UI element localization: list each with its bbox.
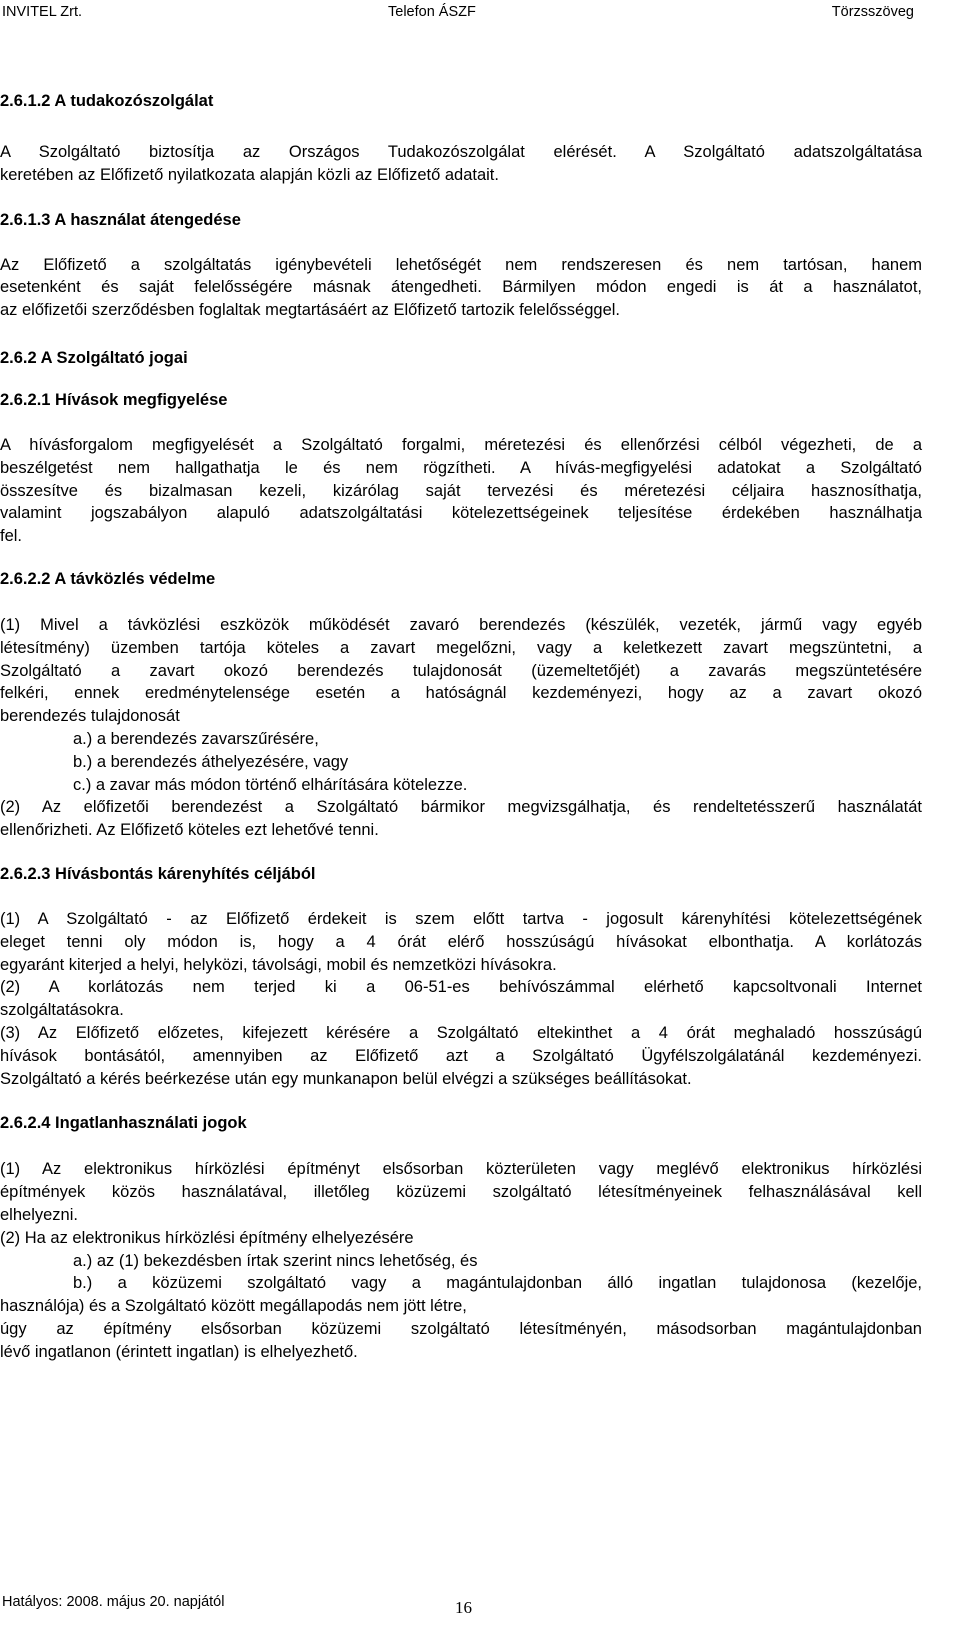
paragraph-line: ellenőrizheti. Az Előfizető köteles ezt lehetővé tenni.	[0, 821, 379, 840]
paragraph-line: (3) Az Előfizető előzetes, kifejezett kérésére a Szolgáltató eltekinthet a 4 órát meghaladó hosszúságú	[0, 1023, 922, 1042]
section-title-2-6-2-1: 2.6.2.1 Hívások megfigyelése	[0, 390, 228, 409]
paragraph-line: összesítve és bizalmasan kezeli, kizárólag saját tervezési és méretezési céljaira hasznosíthatja,	[0, 481, 922, 500]
paragraph-line: (2) A korlátozás nem terjed ki a 06-51-es behívószámmal elérhető kapcsoltvonali Internet	[0, 978, 922, 997]
paragraph-line: felkéri, ennek eredménytelensége esetén a hatóságnál kezdeményezi, hogy az a zavart okozó	[0, 684, 922, 703]
section-title-2-6-2-4: 2.6.2.4 Ingatlanhasználati jogok	[0, 1114, 247, 1133]
paragraph-line: eleget tenni oly módon is, hogy a 4 órát elérő hosszúságú hívásokat elbonthatja. A korlátozás	[0, 932, 922, 951]
paragraph-line: beszélgetést nem hallgathatja le és nem rögzítheti. A hívás-megfigyelési adatokat a Szolgáltató	[0, 458, 922, 477]
list-item-continuation: használója) és a Szolgáltató között megállapodás nem jött létre,	[0, 1297, 467, 1316]
paragraph-line: (2) Az előfizetői berendezést a Szolgáltató bármikor megvizsgálhatja, és rendeltetésszerű használatát	[0, 798, 922, 817]
paragraph-line: építmények közös használatával, illetőleg közüzemi szolgáltató létesítményeinek felhasználásával kell	[0, 1183, 922, 1202]
paragraph-line: elhelyezni.	[0, 1205, 78, 1224]
section-title-2-6-1-3: 2.6.1.3 A használat átengedése	[0, 210, 241, 229]
paragraph-line: Az Előfizető a szolgáltatás igénybevételi lehetőségét nem rendszeresen és nem tartósan, hanem	[0, 255, 922, 274]
header-company: INVITEL Zrt.	[2, 4, 83, 20]
paragraph-line: hívások bontásától, amennyiben az Előfizető azt a Szolgáltató Ügyfélszolgálatánál kezdeményezi.	[0, 1046, 922, 1065]
page-number: 16	[455, 1598, 472, 1617]
effective-date: Hatályos: 2008. május 20. napjától	[2, 1594, 225, 1610]
list-item: b.) a berendezés áthelyezésére, vagy	[73, 752, 349, 771]
paragraph-line: valamint jogszabályon alapuló adatszolgáltatási kötelezettségeinek teljesítése érdekében használhatja	[0, 504, 922, 523]
section-title-2-6-1-2: 2.6.1.2 A tudakozószolgálat	[0, 92, 214, 110]
paragraph-line: az előfizetői szerződésben foglaltak megtartásáért az Előfizető tartozik felelősséggel.	[0, 301, 620, 320]
paragraph-line: A Szolgáltató biztosítja az Országos Tudakozószolgálat elérését. A Szolgáltató adatszolgáltatása	[0, 143, 922, 161]
paragraph-line: Szolgáltató a zavart okozó berendezés tulajdonosát (üzemeltetőjét) a zavarás megszüntetésére	[0, 661, 922, 680]
page-header	[2, 4, 914, 24]
paragraph-line: (1) Mivel a távközlési eszközök működését zavaró berendezés (készülék, vezeték, jármű vagy egyéb	[0, 615, 922, 634]
header-section: Törzsszöveg	[831, 4, 914, 20]
page-footer	[0, 1594, 960, 1624]
paragraph-line: szolgáltatásokra.	[0, 1001, 124, 1020]
header-department: Telefon ÁSZF	[388, 4, 476, 20]
section-title-2-6-2-2: 2.6.2.2 A távközlés védelme	[0, 569, 216, 588]
paragraph-line: fel.	[0, 527, 23, 546]
list-item: a.) a berendezés zavarszűrésére,	[73, 729, 319, 748]
paragraph-line: létesítmény) üzemben tartója köteles a zavart megelőzni, vagy a keletkezett zavart megszüntetni, a	[0, 638, 922, 657]
paragraph-line: egyaránt kiterjed a helyi, helyközi, távolsági, mobil és nemzetközi hívásokra.	[0, 955, 557, 974]
section-title-2-6-2: 2.6.2 A Szolgáltató jogai	[0, 348, 188, 367]
paragraph-line: keretében az Előfizető nyilatkozata alapján közli az Előfizető adatait.	[0, 165, 499, 184]
list-item: c.) a zavar más módon történő elhárítására kötelezze.	[73, 775, 468, 794]
document-body	[0, 90, 922, 1363]
paragraph-line: esetenként és saját felelősségére másnak átengedheti. Bármilyen módon engedi is át a használatot,	[0, 278, 922, 297]
paragraph-line: berendezés tulajdonosát	[0, 707, 180, 726]
paragraph-line: (2) Ha az elektronikus hírközlési építmény elhelyezésére	[0, 1228, 414, 1247]
paragraph-line: (1) Az elektronikus hírközlési építményt elsősorban közterületen vagy meglévő elektronikus hírközlési	[0, 1160, 922, 1179]
section-title-2-6-2-3: 2.6.2.3 Hívásbontás kárenyhítés céljából	[0, 864, 316, 883]
paragraph-line: Szolgáltató a kérés beérkezése után egy munkanapon belül elvégzi a szükséges beállításokat.	[0, 1069, 692, 1088]
paragraph-line: lévő ingatlanon (érintett ingatlan) is elhelyezhető.	[0, 1342, 358, 1361]
list-item: b.) a közüzemi szolgáltató vagy a magántulajdonban álló ingatlan tulajdonosa (kezelője,	[73, 1274, 922, 1293]
paragraph-line: úgy az építmény elsősorban közüzemi szolgáltató létesítményén, másodsorban magántulajdonban	[0, 1319, 922, 1338]
list-item: a.) az (1) bekezdésben írtak szerint nincs lehetőség, és	[73, 1251, 478, 1270]
paragraph-line: A hívásforgalom megfigyelését a Szolgáltató forgalmi, méretezési és ellenőrzési célból végezheti, de a	[0, 435, 922, 454]
paragraph-line: (1) A Szolgáltató - az Előfizető érdekeit is szem előtt tartva - jogosult kárenyhítési kötelezettségének	[0, 909, 922, 928]
